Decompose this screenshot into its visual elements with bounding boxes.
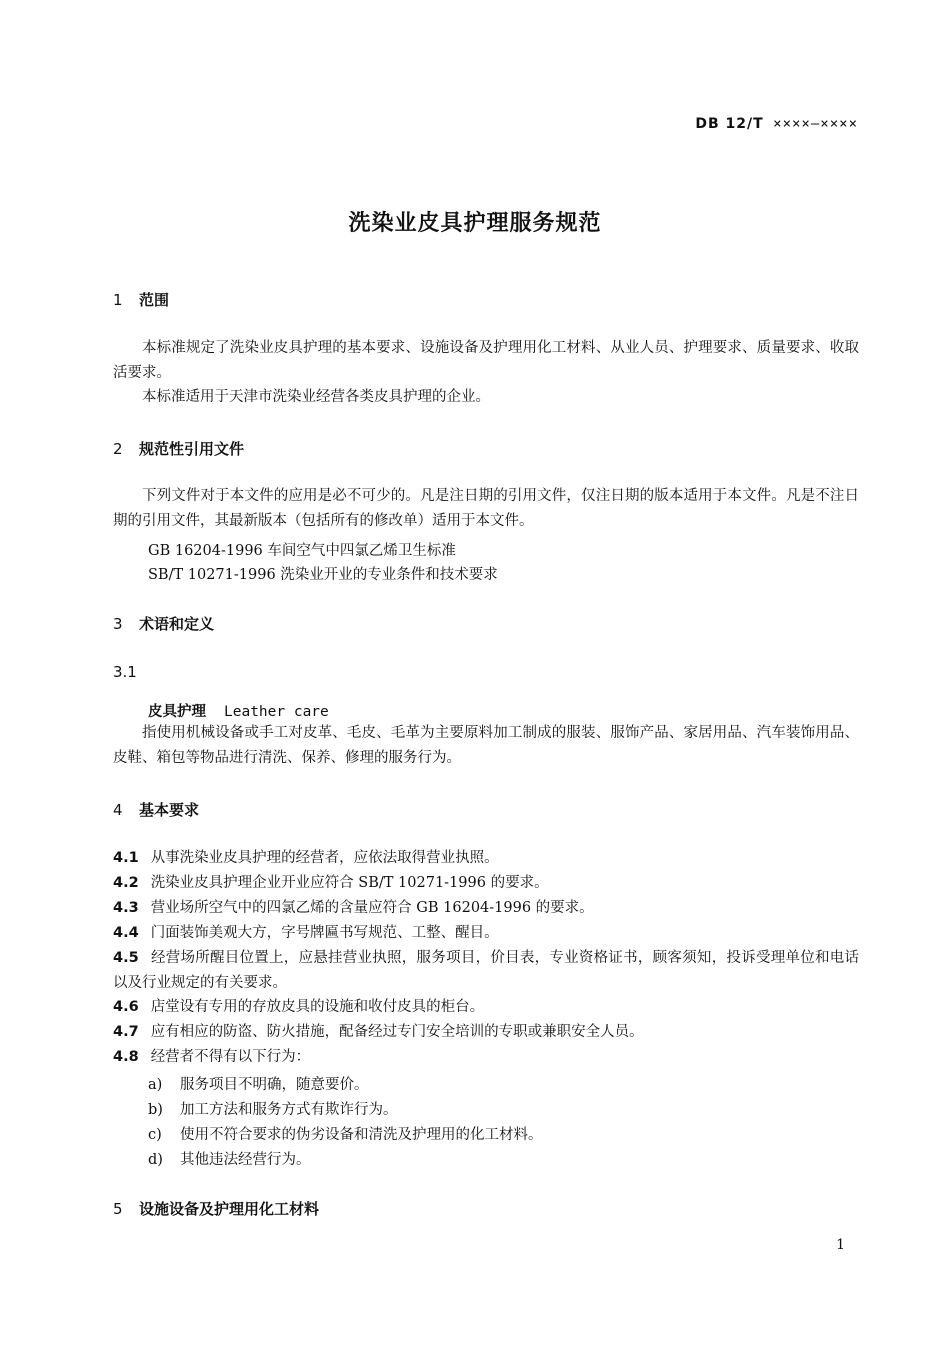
clause-item [113,1020,859,1045]
section-heading-2 [113,438,244,459]
list-label: b) [148,1102,163,1118]
list-text: 服务项目不明确，随意要价。 [180,1077,369,1093]
clause-text: 从事洗染业皮具护理的经营者，应依法取得营业执照。 [150,850,499,866]
standard-number: ××××—×××× [773,116,858,132]
section-title: 术语和定义 [139,615,215,633]
clause-item [113,871,859,896]
term-chinese: 皮具护理 [148,704,206,720]
clause-item [113,1045,859,1070]
term-entry [148,700,329,721]
section-heading-1 [113,289,169,310]
clause-item [113,995,859,1020]
list-label: d) [148,1152,163,1168]
clause-item [113,846,859,871]
clause-number: 4.8 [113,1049,139,1065]
scope-paragraph-2: 本标准适用于天津市洗染业经营各类皮具护理的企业。 [142,389,490,405]
section-title: 规范性引用文件 [139,440,245,458]
refs-intro-paragraph: 下列文件对于本文件的应用是必不可少的。凡是注日期的引用文件，仅注日期的版本适用于本文件。凡是不注日期的引用文件，其最新版本（包括所有的修改单）适用于本文件。 [113,488,859,529]
clause-text: 经营场所醒目位置上，应悬挂营业执照，服务项目，价目表，专业资格证书，顾客须知，投诉受理单位和电话以及行业规定的有关要求。 [113,950,859,991]
clause-number: 4.3 [113,900,139,916]
document-code [695,116,858,132]
clause-text: 店堂设有专用的存放皮具的设施和收付皮具的柜台。 [150,999,485,1015]
clause-number: 4.6 [113,999,139,1015]
list-text: 使用不符合要求的伪劣设备和清洗及护理用的化工材料。 [180,1127,543,1143]
term-definition: 指使用机械设备或手工对皮革、毛皮、毛革为主要原料加工制成的服装、服饰产品、家居用品、汽车装饰用品、皮鞋、箱包等物品进行清洗、保养、修理的服务行为。 [113,725,859,766]
section-heading-4 [113,799,199,820]
list-label: c) [148,1127,162,1143]
list-text: 其他违法经营行为。 [180,1152,311,1168]
section-number: 3 [113,615,123,633]
reference-item: GB 16204-1996 车间空气中四氯乙烯卫生标准 [148,543,456,559]
section-title: 设施设备及护理用化工材料 [139,1200,320,1218]
clause-text: 洗染业皮具护理企业开业应符合 SB/T 10271-1996 的要求。 [150,875,549,891]
clause-text: 应有相应的防盗、防火措施，配备经过专门安全培训的专职或兼职安全人员。 [150,1024,644,1040]
clause-item [113,921,859,946]
section-number: 4 [113,801,123,819]
reference-item: SB/T 10271-1996 洗染业开业的专业条件和技术要求 [148,567,498,583]
clause-number: 4.1 [113,850,139,866]
page-number: 1 [836,1237,845,1253]
list-label: a) [148,1077,163,1093]
subsection-number-3-1: 3.1 [113,663,137,681]
clause-number: 4.5 [113,950,139,966]
clause-text: 门面装饰美观大方，字号牌匾书写规范、工整、醒目。 [150,925,499,941]
list-item [148,1148,311,1169]
clause-number: 4.7 [113,1024,139,1040]
scope-paragraph-1: 本标准规定了洗染业皮具护理的基本要求、设施设备及护理用化工材料、从业人员、护理要求、质量要求、收取活要求。 [113,340,859,381]
list-text: 加工方法和服务方式有欺诈行为。 [180,1102,398,1118]
section-number: 2 [113,440,123,458]
section-title: 范围 [139,291,170,309]
term-english: Leather care [224,704,329,720]
clause-text: 经营者不得有以下行为： [150,1049,311,1065]
list-item [148,1073,369,1094]
clause-number: 4.2 [113,875,139,891]
clause-text: 营业场所空气中的四氯乙烯的含量应符合 GB 16204-1996 的要求。 [150,900,594,916]
list-item [148,1098,398,1119]
section-title: 基本要求 [139,801,200,819]
list-item [148,1123,543,1144]
clause-number: 4.4 [113,925,139,941]
section-heading-3 [113,613,214,634]
standard-prefix: DB 12/T [695,116,764,132]
page-title: 洗染业皮具护理服务规范 [348,211,602,236]
section-number: 5 [113,1200,123,1218]
clause-item [113,896,859,921]
section-number: 1 [113,291,123,309]
section-heading-5 [113,1198,319,1219]
clause-item [113,946,859,996]
